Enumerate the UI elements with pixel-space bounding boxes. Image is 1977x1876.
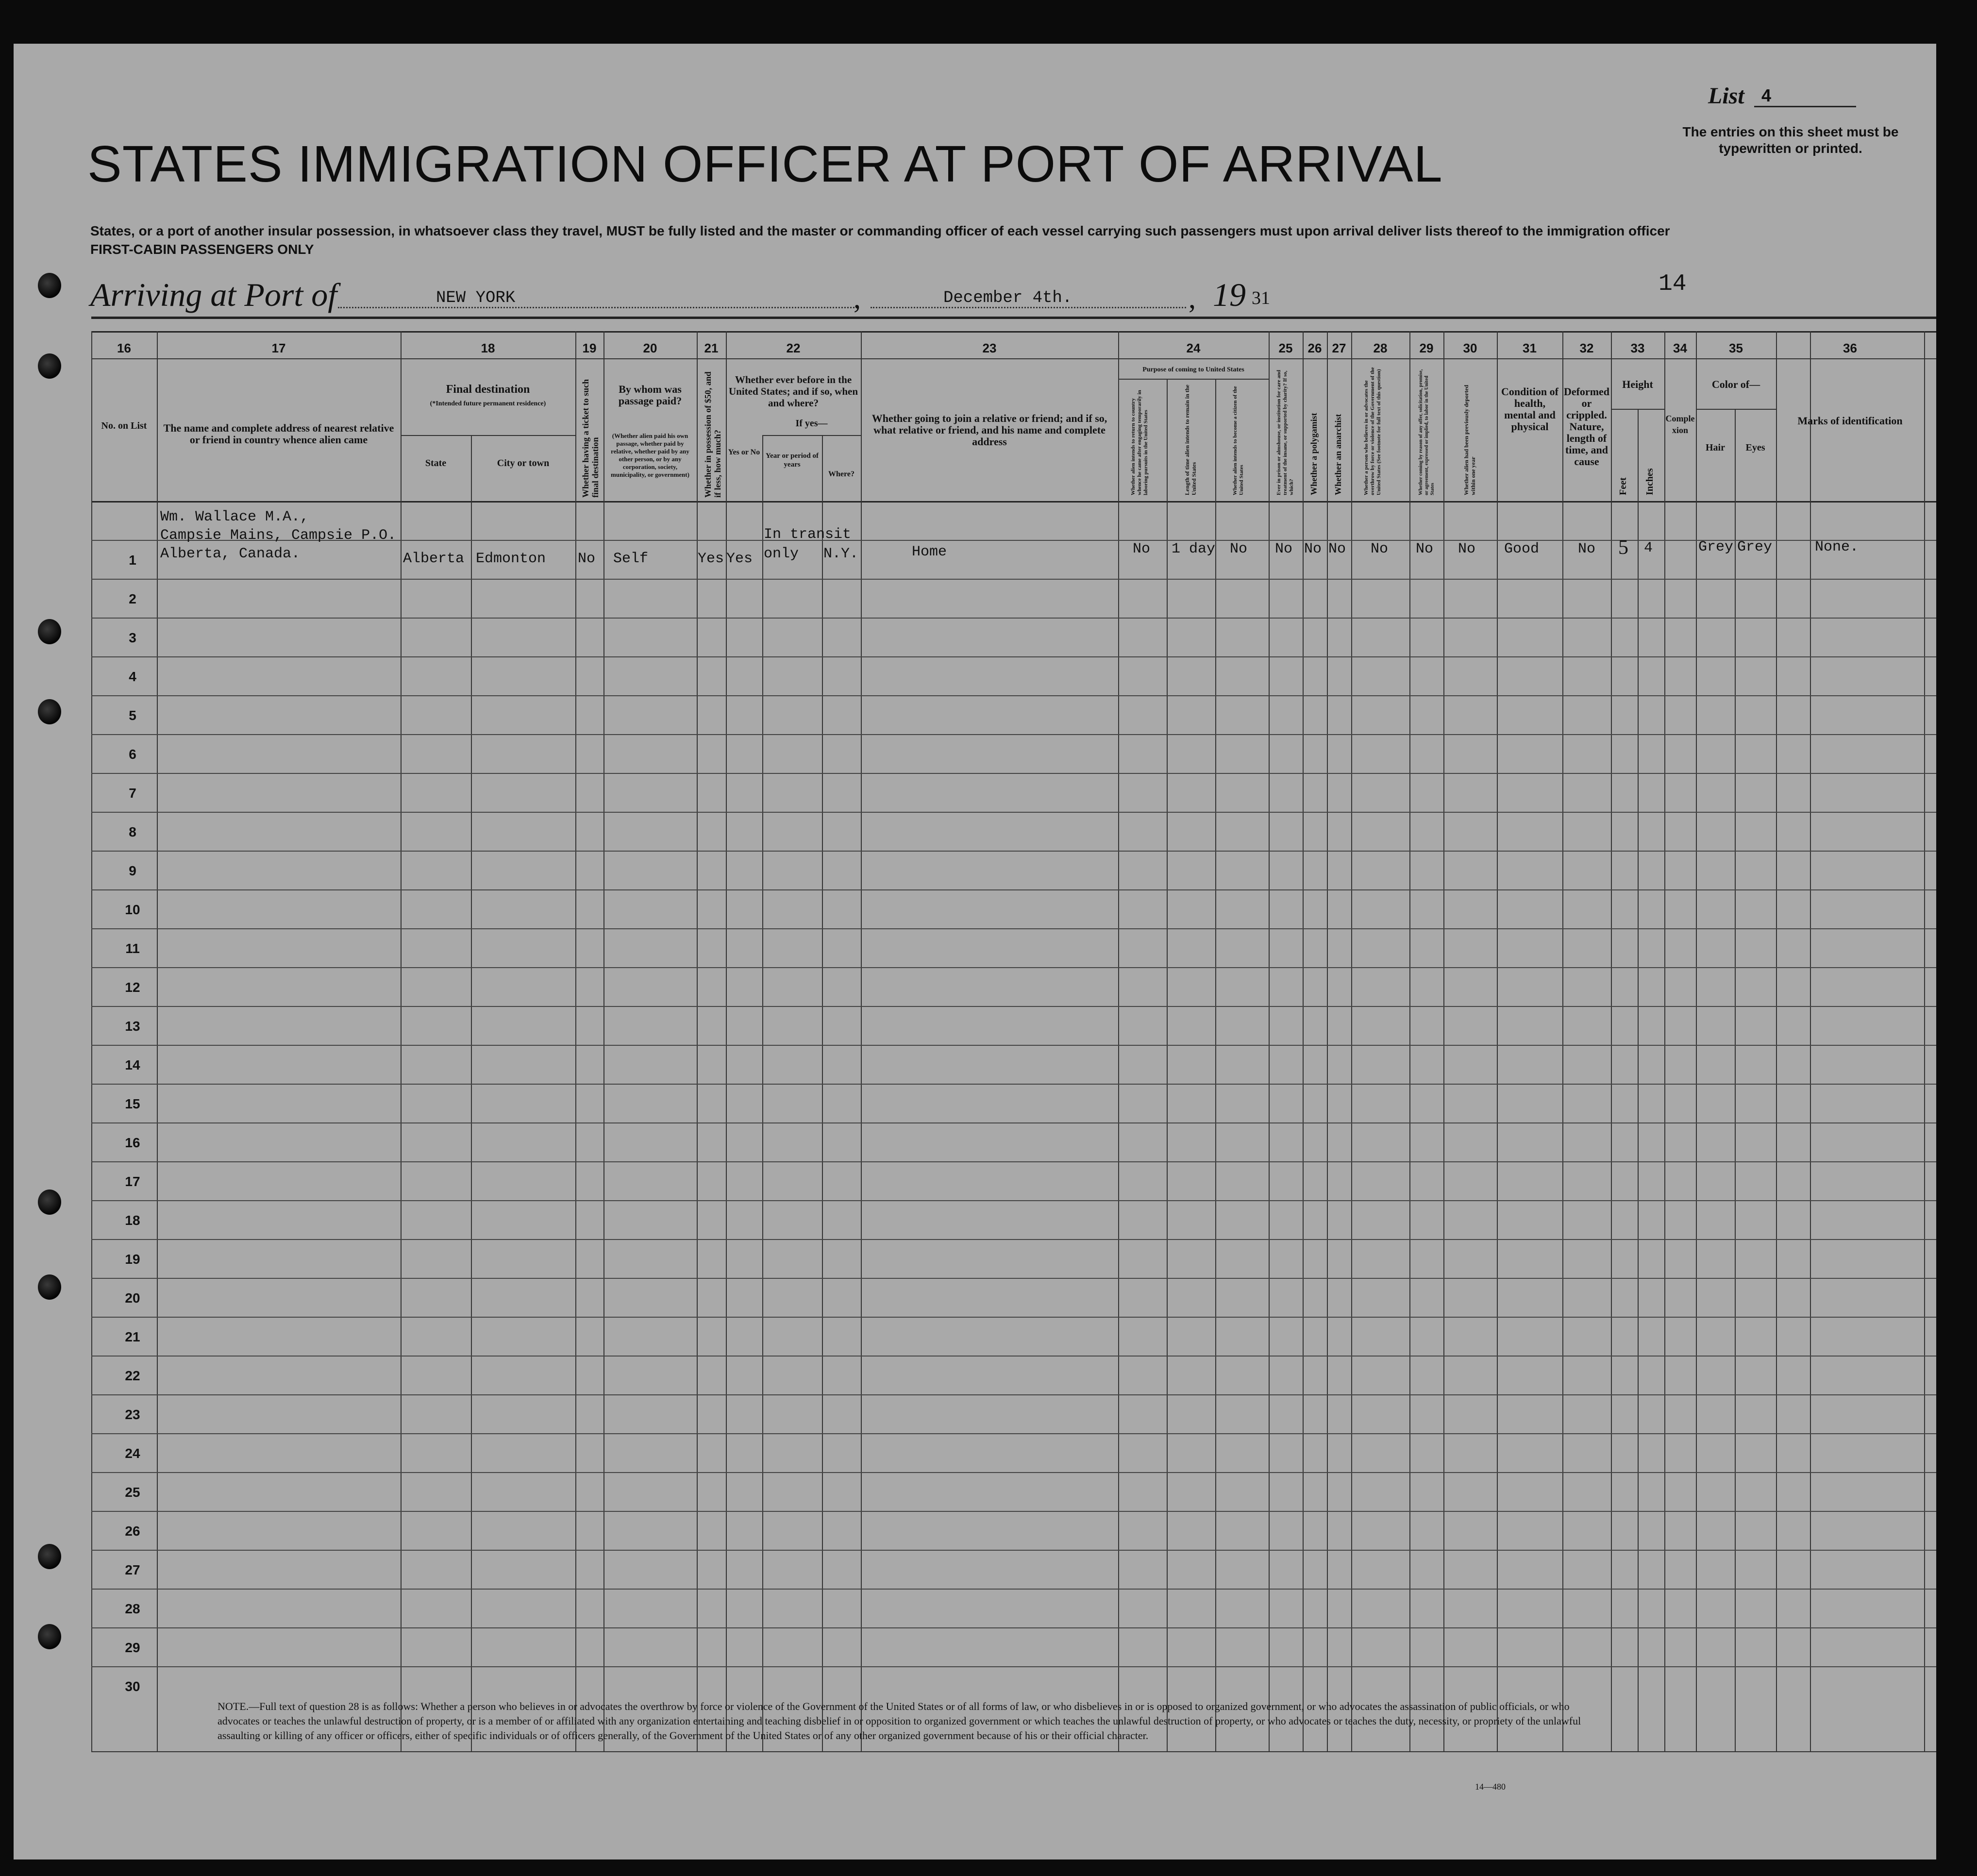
header-bottom-rule bbox=[91, 501, 1936, 502]
row-line bbox=[91, 889, 1936, 890]
colnum-22: 22 bbox=[786, 341, 801, 355]
header-prison-charity: Ever in prison or almshouse, or institution for care and treatment of the insane, or supported by charity? If so, which? bbox=[1276, 369, 1294, 495]
header-marks-identification: Marks of identification bbox=[1797, 415, 1903, 427]
header-hair: Hair bbox=[1706, 442, 1725, 453]
header-yes-or-no: Yes or No bbox=[728, 448, 760, 456]
comma-separator: , bbox=[854, 282, 861, 314]
year-suffix: 31 bbox=[1252, 288, 1270, 308]
row-number-9: 9 bbox=[129, 863, 136, 878]
entry-health: Good bbox=[1504, 541, 1540, 557]
header-if-yes: If yes— bbox=[795, 418, 828, 429]
column-number-rule bbox=[91, 358, 1936, 359]
entry-ever-before: Yes bbox=[726, 551, 753, 567]
row-number-29: 29 bbox=[125, 1640, 140, 1655]
colnum-27: 27 bbox=[1332, 341, 1346, 355]
row-line bbox=[91, 734, 1936, 735]
row-line bbox=[91, 1550, 1936, 1551]
row-number-10: 10 bbox=[125, 902, 140, 917]
row-number-21: 21 bbox=[125, 1329, 140, 1344]
row-line bbox=[91, 812, 1936, 813]
entry-passage-paid: Self bbox=[613, 551, 649, 567]
header-complexion: Complexion bbox=[1665, 414, 1695, 435]
row-number-23: 23 bbox=[125, 1407, 140, 1422]
row-number-2: 2 bbox=[129, 591, 136, 606]
list-number: 4 bbox=[1761, 85, 1772, 105]
row-number-16: 16 bbox=[125, 1135, 140, 1150]
colnum-16: 16 bbox=[117, 341, 131, 355]
colnum-19: 19 bbox=[582, 341, 597, 355]
colnum-29: 29 bbox=[1419, 341, 1434, 355]
entry-labor-offer: No bbox=[1416, 541, 1434, 557]
header-polygamist: Whether a polygamist bbox=[1309, 413, 1319, 495]
row-number-12: 12 bbox=[125, 980, 140, 995]
row-line bbox=[91, 1589, 1936, 1590]
entry-anarchist: No bbox=[1328, 541, 1346, 557]
entry-relative-line2: Campsie Mains, Campsie P.O. bbox=[160, 527, 397, 544]
header-purpose: Purpose of coming to United States bbox=[1142, 366, 1244, 373]
row-number-28: 28 bbox=[125, 1601, 140, 1616]
row-number-4: 4 bbox=[129, 669, 136, 684]
list-number-line bbox=[1754, 106, 1856, 107]
footnote-question-28: NOTE.—Full text of question 28 is as follows: Whether a person who believes in or advocates the overthrow by force or violence of the Government of the United States or of all forms of law, or who disbelieves in or is opposed to organized government, or who advocates the assassination of public officials, or who advocates or teaches the unlawful destruction of property, or is a member of or affiliated with any organization entertaining and teaching disbelief in or opposition to organized government or which teaches the unlawful destruction of property, or who advocates or teaches the duty, necessity, or propriety of the unlawful assaulting or killing of any officer or officers, either of specific individuals or of officers generally, of the Government of the United States or of any other organized government because of his or their official character. bbox=[218, 1700, 1581, 1742]
header-possession-50: Whether in possession of $50, and if less, how much? bbox=[703, 371, 722, 498]
header-anarchist: Whether an anarchist bbox=[1333, 414, 1343, 495]
row-line bbox=[91, 1239, 1936, 1240]
header-deformed: Deformed or crippled. Nature, length of time, and cause bbox=[1563, 385, 1610, 468]
arriving-label: Arriving at Port of bbox=[90, 276, 337, 313]
entry-height-feet: 5 bbox=[1618, 536, 1628, 559]
row-line bbox=[91, 967, 1936, 968]
binder-hole bbox=[38, 619, 61, 644]
row-line bbox=[91, 1472, 1936, 1473]
table-bottom-rule bbox=[91, 1751, 1936, 1752]
binder-hole bbox=[38, 1624, 61, 1649]
height-split bbox=[1611, 409, 1664, 410]
row-line bbox=[91, 1627, 1936, 1628]
entry-prison-charity: No bbox=[1275, 541, 1293, 557]
entry-return-intent: No bbox=[1133, 541, 1151, 557]
header-where: Where? bbox=[828, 470, 854, 478]
header-ever-before: Whether ever before in the United States; and if so, when and where? bbox=[728, 374, 858, 409]
row-number-6: 6 bbox=[129, 747, 136, 762]
colnum-21: 21 bbox=[704, 341, 719, 355]
top-rule-2 bbox=[91, 331, 1936, 333]
row-line bbox=[91, 656, 1936, 657]
row-line bbox=[91, 1278, 1936, 1279]
entry-polygamist: No bbox=[1304, 541, 1322, 557]
entry-overthrow: No bbox=[1371, 541, 1389, 557]
form-number: 14—480 bbox=[1475, 1782, 1506, 1792]
purpose-split bbox=[1118, 379, 1269, 380]
row-number-27: 27 bbox=[125, 1562, 140, 1577]
header-no-on-list: No. on List bbox=[101, 420, 147, 431]
row-number-5: 5 bbox=[129, 708, 136, 723]
row-number-20: 20 bbox=[125, 1290, 140, 1306]
binder-hole bbox=[38, 1544, 61, 1569]
entry-height-inches: 4 bbox=[1644, 540, 1653, 556]
port-blank-line bbox=[338, 307, 857, 308]
port-value: NEW YORK bbox=[436, 289, 516, 307]
header-joining: Whether going to join a relative or friend; and if so, what relative or friend, and his name and complete address bbox=[871, 412, 1107, 448]
colnum-32: 32 bbox=[1579, 341, 1594, 355]
row-number-7: 7 bbox=[129, 786, 136, 801]
entry-relative-line1: Wm. Wallace M.A., bbox=[160, 509, 309, 525]
entry-joining: Home bbox=[912, 544, 947, 560]
row-number-8: 8 bbox=[129, 824, 136, 839]
row-line bbox=[91, 928, 1936, 929]
header-labor-offer: Whether coming by reason of any offer, solicitation, promise, or agreement, expressed or implied, to labor in the United States bbox=[1418, 369, 1435, 495]
colnum-25: 25 bbox=[1278, 341, 1293, 355]
row-line bbox=[91, 618, 1936, 619]
row-number-25: 25 bbox=[125, 1485, 140, 1500]
binder-hole bbox=[38, 1189, 61, 1215]
header-passage-paid-note: (Whether alien paid his own passage, whether paid by relative, whether paid by any other person, or by any corporation, society, municipality, or government) bbox=[611, 432, 689, 478]
binder-hole bbox=[38, 699, 61, 724]
color-split bbox=[1696, 409, 1776, 410]
row-line bbox=[91, 1161, 1936, 1162]
row-line bbox=[91, 1122, 1936, 1123]
colnum-26: 26 bbox=[1307, 341, 1322, 355]
header-height: Height bbox=[1622, 378, 1653, 390]
colnum-28: 28 bbox=[1373, 341, 1388, 355]
final-destination-split bbox=[401, 435, 575, 436]
row-number-26: 26 bbox=[125, 1524, 140, 1539]
colnum-33: 33 bbox=[1630, 341, 1645, 355]
row-number-24: 24 bbox=[125, 1446, 140, 1461]
colnum-30: 30 bbox=[1463, 341, 1477, 355]
row-number-1: 1 bbox=[129, 553, 136, 568]
entry-city: Edmonton bbox=[476, 551, 546, 567]
header-length-of-stay: Length of time alien intends to remain in the United States bbox=[1184, 385, 1197, 495]
row-number-11: 11 bbox=[125, 941, 140, 956]
row-line bbox=[91, 1433, 1936, 1434]
header-return-intent: Whether alien intends to return to country whence he came after engaging temporarily in laboring pursuits in the United States bbox=[1130, 390, 1149, 495]
colnum-23: 23 bbox=[982, 341, 997, 355]
colnum-35: 35 bbox=[1729, 341, 1743, 355]
page-subtitle: States, or a port of another insular possession, in whatsoever class they travel, MUST be fully listed and the master or commanding officer of each vessel carrying such passengers must upon arrival deliver lists thereof to the immigration officer bbox=[90, 223, 1670, 238]
header-feet: Feet bbox=[1618, 477, 1628, 495]
row-line bbox=[91, 1356, 1936, 1357]
row-number-22: 22 bbox=[125, 1368, 140, 1383]
page-title: STATES IMMIGRATION OFFICER AT PORT OF ARRIVAL bbox=[87, 135, 1443, 193]
header-relative-address: The name and complete address of nearest relative or friend in country whence alien came bbox=[163, 422, 394, 446]
row-number-13: 13 bbox=[125, 1019, 140, 1034]
row-line bbox=[91, 851, 1936, 852]
row-line bbox=[91, 773, 1936, 774]
row-number-18: 18 bbox=[125, 1213, 140, 1228]
colnum-36: 36 bbox=[1843, 341, 1857, 355]
entry-ticket: No bbox=[578, 551, 596, 567]
binder-hole bbox=[38, 273, 61, 298]
entry-state: Alberta bbox=[403, 551, 465, 567]
date-value: December 4th. bbox=[943, 289, 1072, 307]
binder-hole bbox=[38, 1274, 61, 1300]
year-prefix: 19 bbox=[1213, 276, 1246, 313]
row-line bbox=[91, 695, 1936, 696]
colnum-20: 20 bbox=[643, 341, 657, 355]
header-eyes: Eyes bbox=[1745, 442, 1765, 453]
header-color-of: Color of— bbox=[1711, 378, 1760, 390]
row-line bbox=[91, 1511, 1936, 1512]
top-rule bbox=[91, 317, 1936, 319]
row-number-17: 17 bbox=[125, 1174, 140, 1189]
header-citizen-intent: Whether alien intends to become a citizen of the United States bbox=[1232, 386, 1244, 495]
entry-eyes: Grey bbox=[1737, 539, 1773, 555]
row-number-19: 19 bbox=[125, 1252, 140, 1267]
row-line bbox=[91, 1084, 1936, 1085]
row-line bbox=[91, 1394, 1936, 1395]
colnum-17: 17 bbox=[271, 341, 286, 355]
sheet-number: 14 bbox=[1659, 271, 1687, 297]
entry-deported: No bbox=[1458, 541, 1476, 557]
header-ticket: Whether having a ticket to such final destination bbox=[581, 379, 600, 498]
row-line bbox=[91, 1666, 1936, 1667]
row-number-3: 3 bbox=[129, 630, 136, 645]
header-city-town: City or town bbox=[497, 458, 550, 469]
manifest-sheet bbox=[14, 44, 1936, 1859]
list-label: List bbox=[1708, 83, 1744, 109]
comma-separator-2: , bbox=[1189, 282, 1196, 314]
colnum-18: 18 bbox=[481, 341, 495, 355]
header-final-destination: Final destination bbox=[446, 383, 530, 396]
row-line bbox=[91, 1200, 1936, 1201]
ever-before-split bbox=[762, 435, 861, 436]
entry-marks: None. bbox=[1815, 539, 1859, 555]
binder-hole bbox=[38, 353, 61, 379]
entry-relative-line3: Alberta, Canada. bbox=[160, 546, 301, 562]
passenger-class: FIRST-CABIN PASSENGERS ONLY bbox=[90, 242, 314, 257]
header-deported: Whether alien had been previously deported within one year bbox=[1463, 385, 1476, 495]
header-state: State bbox=[425, 458, 447, 469]
header-overthrow: Whether a person who believes in or advocates the overthrow by force or violence of the Government of the United States (See footnote for full text of this question) bbox=[1363, 367, 1382, 495]
entry-year-period-line2: only bbox=[764, 546, 799, 562]
entry-citizen-intent: No bbox=[1230, 541, 1248, 557]
header-health: Condition of health, mental and physical bbox=[1501, 385, 1558, 433]
row-line bbox=[91, 1317, 1936, 1318]
row-number-15: 15 bbox=[125, 1096, 140, 1111]
typewritten-notice: The entries on this sheet must be typewritten or printed. bbox=[1682, 124, 1899, 156]
colnum-31: 31 bbox=[1523, 341, 1537, 355]
header-year-period: Year or period of years bbox=[765, 452, 819, 469]
entry-year-period-line1: In transit bbox=[764, 526, 852, 543]
entry-possession-50: Yes bbox=[698, 551, 724, 567]
header-final-destination-note: (*Intended future permanent residence) bbox=[430, 400, 546, 407]
header-passage-paid: By whom was passage paid? bbox=[618, 383, 682, 407]
row-line bbox=[91, 579, 1936, 580]
row-number-14: 14 bbox=[125, 1057, 140, 1072]
row-number-30: 30 bbox=[125, 1679, 140, 1694]
colnum-24: 24 bbox=[1186, 341, 1201, 355]
row-line bbox=[91, 1006, 1936, 1007]
row-line bbox=[91, 1045, 1936, 1046]
entry-deformed: No bbox=[1578, 541, 1596, 557]
entry-where: N.Y. bbox=[823, 546, 859, 562]
entry-length-of-stay: 1 day bbox=[1172, 541, 1216, 557]
header-inches: Inches bbox=[1644, 468, 1655, 495]
colnum-34: 34 bbox=[1673, 341, 1687, 355]
entry-hair: Grey bbox=[1698, 539, 1734, 555]
